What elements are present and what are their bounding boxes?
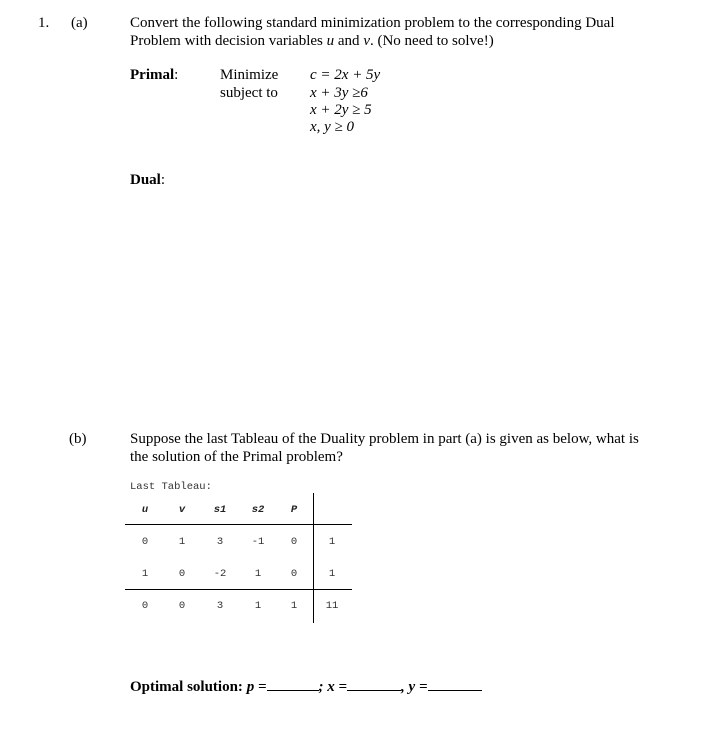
x-answer-blank[interactable] <box>347 676 401 691</box>
tableau-cell: 1 <box>141 568 149 580</box>
problem-number: 1. <box>38 15 50 31</box>
tableau-cell: 1 <box>328 536 336 548</box>
primal-heading <box>130 66 178 85</box>
tableau-cell: 0 <box>290 568 298 580</box>
instruction-end: . (No need to solve!) <box>369 33 494 49</box>
p-answer-blank[interactable] <box>267 676 319 691</box>
tableau <box>125 493 352 623</box>
tableau-cell: 1 <box>178 536 186 548</box>
part-a-label: (a) <box>71 15 88 31</box>
var-v: v <box>363 33 370 49</box>
tableau-cell: 1 <box>290 600 298 612</box>
tableau-cell: -1 <box>251 536 265 548</box>
constraint-1: x + 3y ≥6 <box>310 85 368 101</box>
tableau-cell: 0 <box>141 600 149 612</box>
primal-label: Primal <box>130 67 175 83</box>
instruction-line2-text: Problem with decision variables <box>130 33 323 49</box>
tableau-cell: 11 <box>325 600 339 612</box>
tableau-header-p: P <box>290 504 298 516</box>
x-label: ; x = <box>318 679 348 695</box>
subject-to-label: subject to <box>220 85 278 101</box>
part-b-instruction-line1: Suppose the last Tableau of the Duality problem in part (a) is given as below, what is <box>130 431 639 447</box>
dual-label: Dual <box>130 172 161 188</box>
minimize-label: Minimize <box>220 67 279 83</box>
tableau-cell: 3 <box>216 600 224 612</box>
dual-colon: : <box>160 172 166 188</box>
tableau-vertical-rule <box>313 493 314 623</box>
tableau-cell: -2 <box>213 568 227 580</box>
tableau-cell: 1 <box>254 568 262 580</box>
constraint-2: x + 2y ≥ 5 <box>310 102 372 118</box>
tableau-cell: 0 <box>178 600 186 612</box>
objective-function: c = 2x + 5y <box>310 67 381 83</box>
dual-heading <box>130 171 165 190</box>
tableau-cell: 0 <box>178 568 186 580</box>
part-b-label: (b) <box>69 431 87 447</box>
tableau-header-s1: s1 <box>213 504 227 516</box>
tableau-cell: 1 <box>254 600 262 612</box>
tableau-cell: 0 <box>290 536 298 548</box>
tableau-caption: Last Tableau: <box>130 481 212 493</box>
p-label: p = <box>246 679 267 695</box>
optimal-label: Optimal solution: <box>130 679 247 695</box>
optimal-solution-line <box>130 676 482 697</box>
part-a-instruction-line1: Convert the following standard minimization problem to the corresponding Dual <box>130 15 615 31</box>
and-text: and <box>334 33 364 49</box>
tableau-cell: 3 <box>216 536 224 548</box>
part-a-instruction-line2 <box>130 32 494 51</box>
tableau-cell: 0 <box>141 536 149 548</box>
primal-colon: : <box>174 67 179 83</box>
tableau-header-s2: s2 <box>251 504 265 516</box>
tableau-cell: 1 <box>328 568 336 580</box>
tableau-header-rule <box>125 524 352 525</box>
tableau-objective-rule <box>125 589 352 590</box>
y-label: , y = <box>401 679 428 695</box>
tableau-header-u: u <box>141 504 149 516</box>
y-answer-blank[interactable] <box>428 676 482 691</box>
var-u: u <box>326 33 335 49</box>
constraint-3: x, y ≥ 0 <box>310 119 355 135</box>
part-b-instruction-line2: the solution of the Primal problem? <box>130 449 343 465</box>
tableau-header-v: v <box>178 504 186 516</box>
